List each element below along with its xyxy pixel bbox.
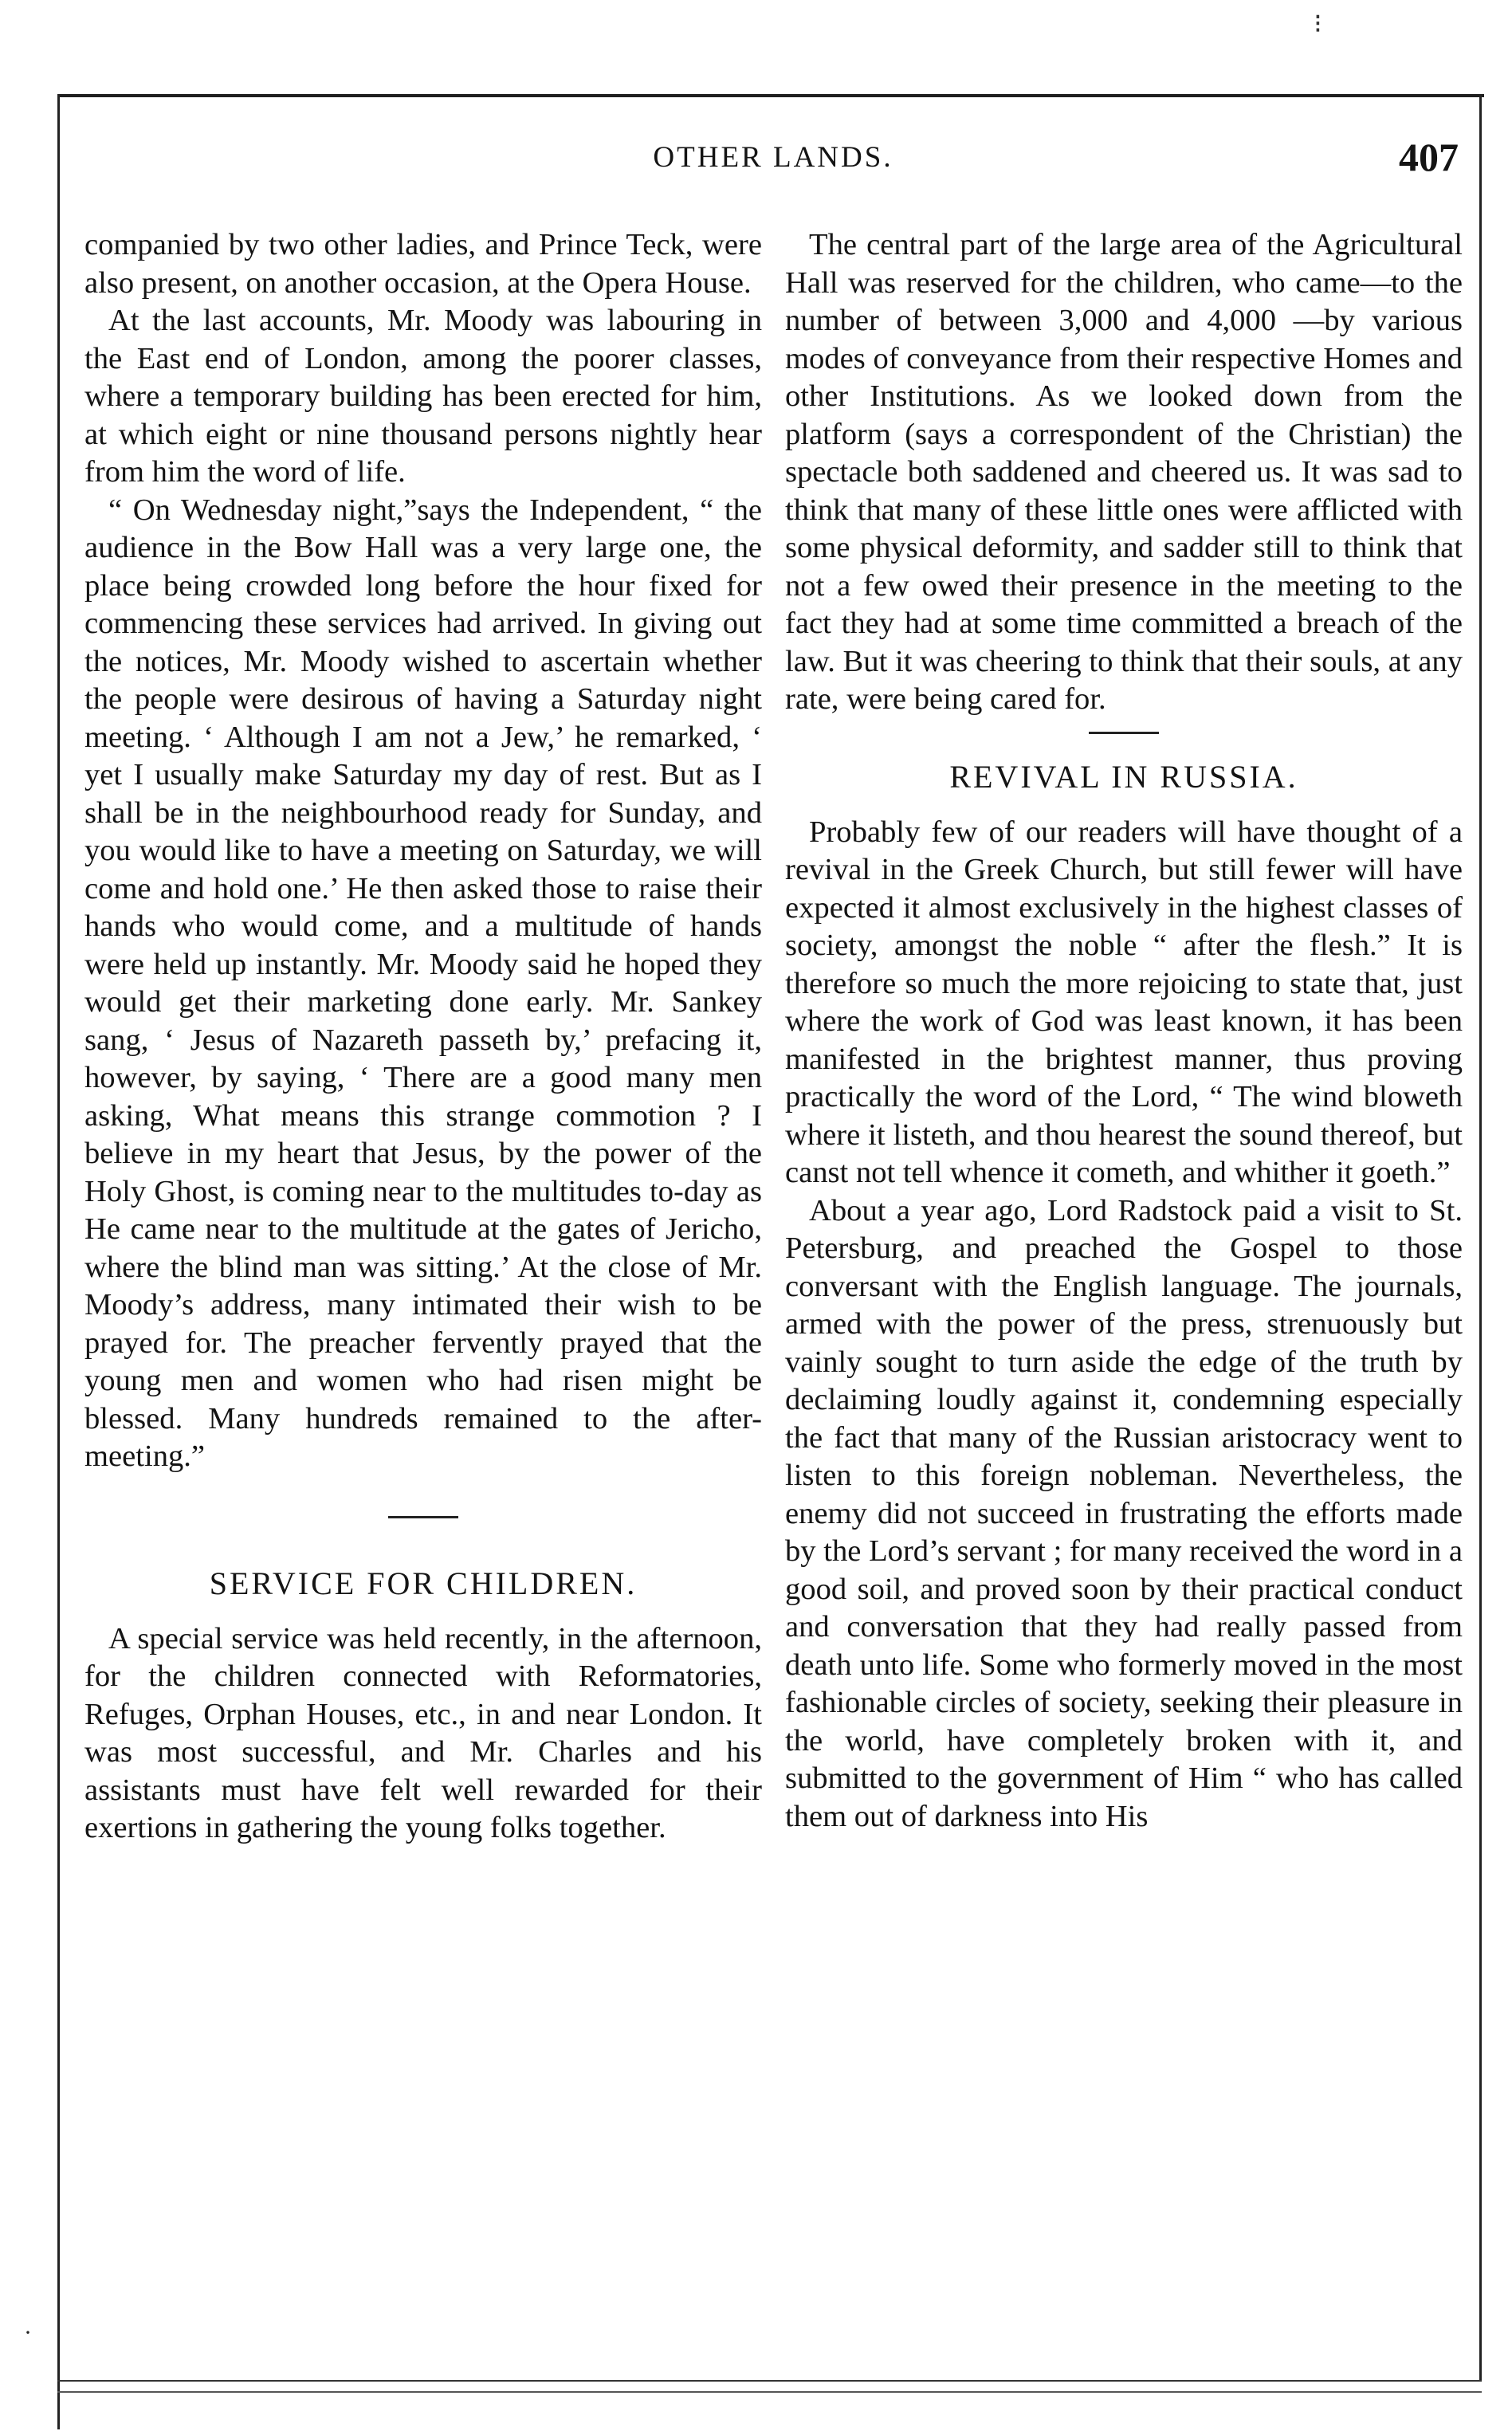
paragraph: The central part of the large area of the Agricultural Hall was reserved for the children, who came—to the number of between 3,000 and 4,000 —by various modes of conveyance from their respective Homes and other Institutions. As we looked down from the platform (says a correspondent of the Christian) the spectacle both saddened and cheered us. It was sad to think that many of these little ones were afflicted with some physical deformity, and sadder still to think that not a few owed their presence in the meeting to the fact they had at some time committed a breach of the law. But it was cheering to think that their souls, at any rate, were being cared for. [785,228,1463,716]
left-column [84,226,762,1848]
paragraph: About a year ago, Lord Radstock paid a visit to St. Petersburg, and preached the Gospel to those conversant with the English language. The journals, armed with the power of the press, strenuously but vainly sought to turn aside the edge of the truth by declaiming loudly against it, condemning especially the fact that many of the Russian aristocracy went to listen to this foreign nobleman. Nevertheless, the enemy did not succeed in frustrating the efforts made by the Lord’s servant ; for many received the word in a good soil, and proved soon by their practical conduct and conversation that they had really passed from death unto life. Some who formerly moved in the most fashionable circles of society, seeking their pleasure in the world, have completely broken with it, and submitted to the government of Him “ who has called them out of darkness into His [785,1193,1463,1833]
section-heading-service-for-children: SERVICE FOR CHILDREN. [209,1565,638,1601]
right-column [785,226,1463,1836]
section-heading-revival-in-russia: REVIVAL IN RUSSIA. [949,758,1298,795]
frame-rule-right [1479,94,1482,2382]
paragraph: Probably few of our readers will have thought of a revival in the Greek Church, but still fewer will have expected it almost exclusively in the highest classes of society, amongst the noble “ after the flesh.” It is therefore so much the more rejoicing to state that, just where the work of God was least known, it has been manifested in the brightest manner, thus proving practically the word of the Lord, “ The wind bloweth where it listeth, and thou hearest the sound thereof, but canst not tell whence it cometh, and whither it goeth.” [785,815,1463,1189]
section-divider-rule [388,1516,458,1518]
page-header [80,134,1467,182]
frame-rule-top [57,94,1484,97]
paragraph: At the last accounts, Mr. Moody was labouring in the East end of London, among the poorer classes, where a temporary building has been erected for him, at which eight or nine thousand persons nightly hear from him the word of life. [84,304,762,489]
paragraph: “ On Wednesday night,”says the Independent, “ the audience in the Bow Hall was a very large one, the place being crowded long before the hour fixed for commencing these services had arrived. In giving out the notices, Mr. Moody wished to ascertain whether the people were desirous of having a Saturday night meeting. ‘ Although I am not a Jew,’ he remarked, ‘ yet I usually make Saturday my day of rest. But as I shall be in the neighbourhood ready for Sunday, and you would like to have a meeting on Saturday, we will come and hold one.’ He then asked those to raise their hands who would come, and a multitude of hands were held up instantly. Mr. Moody said he hoped they would get their marketing done early. Mr. Sankey sang, ‘ Jesus of Nazareth passeth by,’ prefacing it, however, by saying, ‘ There are a good many men asking, What means this strange commotion ? I believe in my heart that Jesus, by the power of the Holy Ghost, is coming near to the multitudes to-day as He came near to the multitude at the gates of Jericho, where the blind man was sitting.’ At the close of Mr. Moody’s address, many intimated their wish to be prayed for. The preacher fervently prayed that the young men and women who had risen might be blessed. Many hundreds remained to the after-meeting.” [84,493,762,1473]
running-head: OTHER LANDS. [653,141,893,174]
section-divider-rule [1089,732,1159,734]
frame-rule-left [57,94,60,2429]
margin-mark: · [24,2319,32,2346]
paragraph: companied by two other ladies, and Prince Teck, were also present, on another occasion, at the Opera House. [84,228,762,300]
frame-rule-bottom-double [57,2391,1482,2393]
margin-marks: ⁝ [1314,10,1322,39]
page-number: 407 [1399,135,1459,179]
frame-rule-bottom [57,2380,1482,2382]
paragraph: A special service was held recently, in the afternoon, for the children connected with Reformatories, Refuges, Orphan Houses, etc., in and near London. It was most successful, and Mr. Charles and his assistants must have felt well rewarded for their exertions in gathering the young folks together. [84,1621,762,1844]
